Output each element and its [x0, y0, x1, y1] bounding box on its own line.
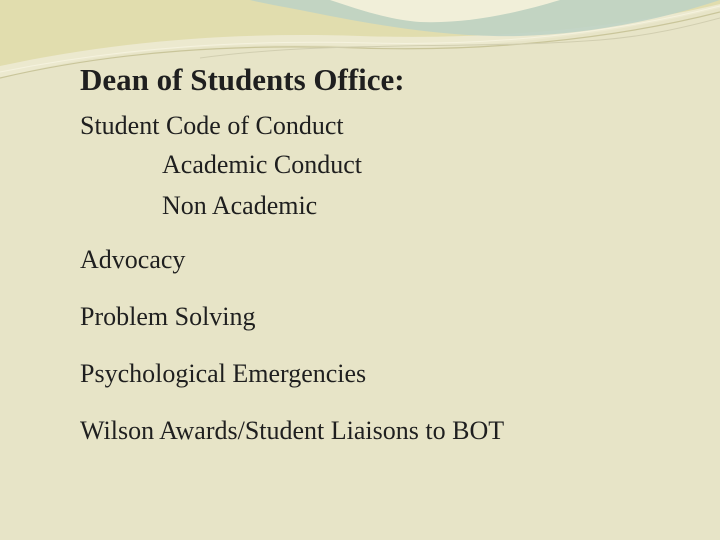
list-item: Student Code of Conduct: [80, 111, 344, 140]
slide-title: Dean of Students Office:: [80, 62, 405, 97]
list-item: Advocacy: [80, 245, 186, 274]
sub-list-item: Non Academic: [162, 191, 318, 220]
list-item: Psychological Emergencies: [80, 359, 367, 388]
list-item: Problem Solving: [80, 302, 256, 331]
list-item: Wilson Awards/Student Liaisons to BOT: [80, 416, 505, 445]
sub-list-item: Academic Conduct: [162, 150, 362, 179]
